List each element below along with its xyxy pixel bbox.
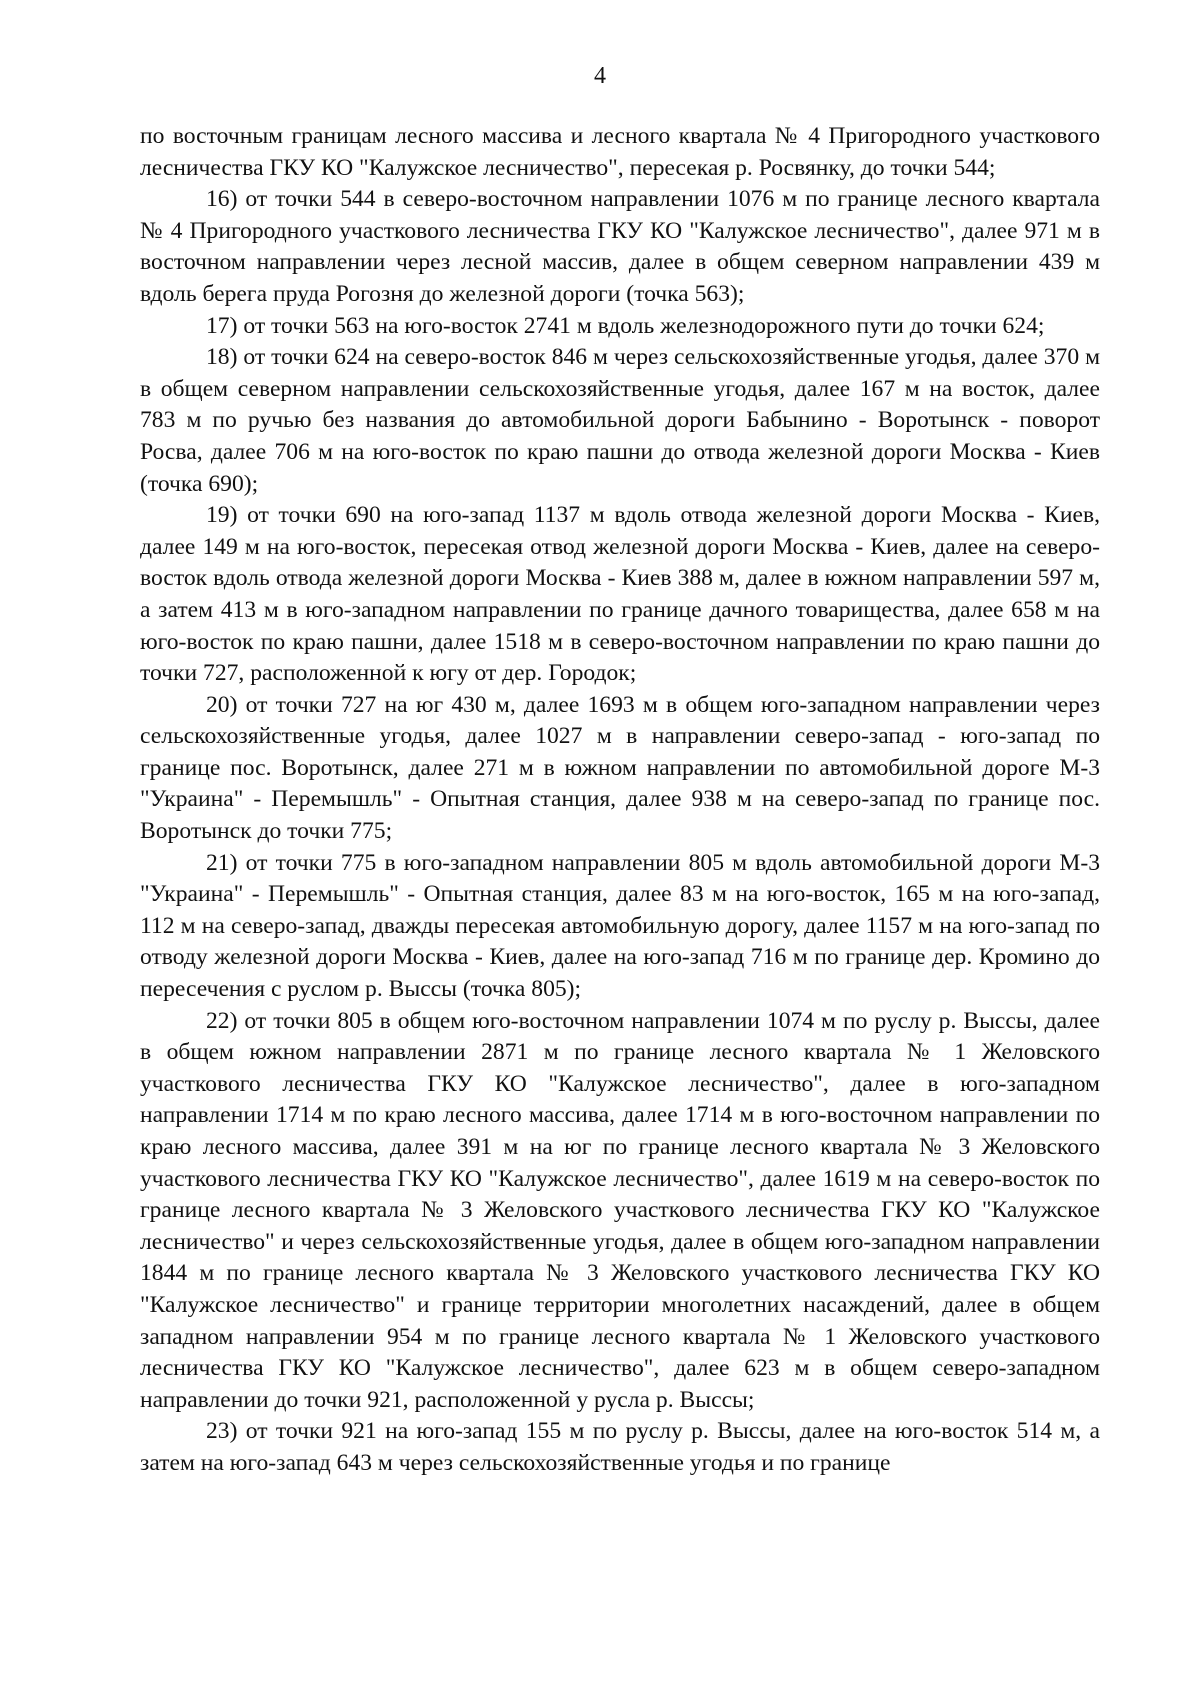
paragraph-item-17: 17) от точки 563 на юго-восток 2741 м вдоль железнодорожного пути до точки 624;: [206, 312, 1045, 339]
paragraph-item-20: 20) от точки 727 на юг 430 м, далее 1693 м в общем юго-западном направлении через сельскохозяйственные угодья, далее 1027 м в направлении северо-запад - юго-запад по границе пос. Воротынск, далее 271 м в южном направлении по автомобильной дороге М-3 "Украина" - Перемышль" - Опытная станция, далее 938 м на северо-запад по границе пос. Воротынск до точки 775;: [140, 691, 1100, 845]
page-number: 4: [594, 63, 606, 89]
paragraph-item-22: 22) от точки 805 в общем юго-восточном направлении 1074 м по руслу р. Выссы, далее в общем южном направлении 2871 м по границе лесного квартала № 1 Желовского участкового лесничества ГКУ КО "Калужское лесничество", далее в юго-западном направлении 1714 м по краю лесного массива, далее 1714 м в юго-восточном направлении по краю лесного массива, далее 391 м на юг по границе лесного квартала № 3 Желовского участкового лесничества ГКУ КО "Калужское лесничество", далее 1619 м на северо-восток по границе лесного квартала № 3 Желовского участкового лесничества ГКУ КО "Калужское лесничество" и через сельскохозяйственные угодья, далее в общем юго-западном направлении 1844 м по границе лесного квартала № 3 Желовского участкового лесничества ГКУ КО "Калужское лесничество" и границе территории многолетних насаждений, далее в общем западном направлении 954 м по границе лесного квартала № 1 Желовского участкового лесничества ГКУ КО "Калужское лесничество", далее 623 м в общем северо-западном направлении до точки 921, расположенной у русла р. Выссы;: [140, 1007, 1100, 1413]
paragraph-item-21: 21) от точки 775 в юго-западном направлении 805 м вдоль автомобильной дороги М-3 "Украина" - Перемышль" - Опытная станция, далее 83 м на юго-восток, 165 м на юго-запад, 112 м на северо-запад, дважды пересекая автомобильную дорогу, далее 1157 м на юго-запад по отводу железной дороги Москва - Киев, далее на юго-запад 716 м по границе дер. Кромино до пересечения с руслом р. Выссы (точка 805);: [140, 849, 1100, 1003]
paragraph-item-23: 23) от точки 921 на юго-запад 155 м по руслу р. Выссы, далее на юго-восток 514 м, а затем на юго-запад 643 м через сельскохозяйственные угодья и по границе: [140, 1418, 1100, 1476]
document-body: [140, 121, 1100, 1480]
paragraph-item-19: 19) от точки 690 на юго-запад 1137 м вдоль отвода железной дороги Москва - Киев, далее 149 м на юго-восток, пересекая отвод железной дороги Москва - Киев, далее на северо-восток вдоль отвода железной дороги Москва - Киев 388 м, далее в южном направлении 597 м, а затем 413 м в юго-западном направлении по границе дачного товарищества, далее 658 м на юго-восток по краю пашни, далее 1518 м в северо-восточном направлении по краю пашни до точки 727, расположенной к югу от дер. Городок;: [140, 502, 1100, 687]
paragraph-continuation: по восточным границам лесного массива и лесного квартала № 4 Пригородного участкового лесничества ГКУ КО "Калужское лесничество", пересекая р. Росвянку, до точки 544;: [140, 123, 1100, 181]
paragraph-item-18: 18) от точки 624 на северо-восток 846 м через сельскохозяйственные угодья, далее 370 м в общем северном направлении сельскохозяйственные угодья, далее 167 м на восток, далее 783 м по ручью без названия до автомобильной дороги Бабынино - Воротынск - поворот Росва, далее 706 м на юго-восток по краю пашни до отвода железной дороги Москва - Киев (точка 690);: [140, 344, 1100, 497]
paragraph-item-16: 16) от точки 544 в северо-восточном направлении 1076 м по границе лесного квартала № 4 Пригородного участкового лесничества ГКУ КО "Калужское лесничество", далее 971 м в восточном направлении через лесной массив, далее в общем северном направлении 439 м вдоль берега пруда Рогозня до железной дороги (точка 563);: [140, 186, 1100, 307]
